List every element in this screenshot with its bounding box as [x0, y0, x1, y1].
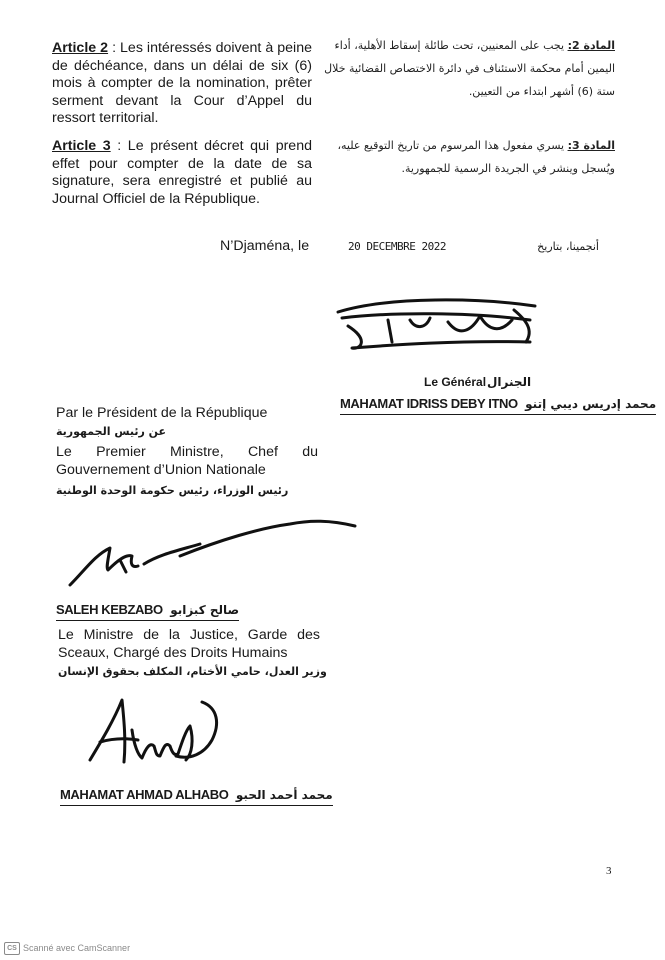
arabic-article-2-text: يجب على المعنيين، تحت طائلة إسقاط الأهلية، أداء اليمين أمام محكمة الاستئناف في دائرة الاختصاص القضائية خلال ستة (6) أشهر ابتداء من التعيين.	[324, 39, 615, 98]
justice-minister-title-fr: Le Ministre de la Justice, Garde des Sceaux, Chargé des Droits Humains	[58, 627, 320, 661]
dateline-arabic: أنجمينا، بتاريخ	[537, 240, 599, 253]
president-name-line	[340, 395, 656, 415]
scanner-text: Scanné avec CamScanner	[23, 942, 131, 953]
justice-minister-name-ar: محمد أحمد الحبو	[235, 788, 333, 802]
by-president-ar: عن رئيس الجمهورية	[56, 425, 167, 438]
article-2-ar	[320, 34, 615, 103]
article-2-fr	[52, 40, 312, 128]
president-name-fr: MAHAMAT IDRISS DEBY ITNO	[340, 396, 518, 411]
camscanner-logo-icon: CS	[4, 942, 20, 955]
president-name-ar: محمد إدريس ديبي إتنو	[525, 397, 657, 411]
page-number: 3	[606, 865, 612, 877]
justice-minister-title-ar: وزير العدل، حامي الأختام، المكلف بحقوق الإنسان	[58, 665, 327, 678]
president-title-ar: الجنرال	[487, 375, 532, 389]
dateline-date: 20 DECEMBRE 2022	[348, 240, 446, 253]
prime-minister-signature	[60, 510, 360, 590]
article-3-ar	[320, 134, 615, 180]
prime-minister-name-ar: صالح كبزابو	[170, 603, 240, 617]
by-president-fr: Par le Président de la République	[56, 405, 268, 421]
arabic-article-3-text: يسري مفعول هذا المرسوم من تاريخ التوقيع عليه، ويُسجل وينشر في الجريدة الرسمية للجمهورية.	[337, 139, 615, 175]
justice-minister-name-line	[60, 786, 333, 806]
article-2-text: : Les intéressés doivent à peine de déchéance, dans un délai de six (6) mois à compter de la nomination, prêter serment devant la Cour d’Appel du ressort territorial.	[52, 40, 312, 127]
arabic-article-3-label: المادة 3:	[567, 139, 615, 152]
president-signature	[330, 290, 550, 370]
article-2-label: Article 2	[52, 40, 109, 56]
prime-minister-name-fr: SALEH KEBZABO	[56, 602, 163, 617]
article-3-label: Article 3	[52, 138, 111, 154]
justice-minister-signature	[80, 690, 230, 785]
prime-minister-title-ar: رئيس الوزراء، رئيس حكومة الوحدة الوطنية	[56, 484, 289, 497]
prime-minister-name-line	[56, 601, 239, 621]
scanner-footer	[4, 942, 130, 955]
article-3-text: : Le présent décret qui prend effet pour compter de la date de sa signature, sera enregistré et publié au Journal Officiel de la République.	[52, 138, 312, 207]
dateline-place: N’Djaména, le	[220, 238, 310, 254]
arabic-article-2-label: المادة 2:	[567, 39, 615, 52]
justice-minister-name-fr: MAHAMAT AHMAD ALHABO	[60, 787, 229, 802]
prime-minister-title-fr: Le Premier Ministre, Chef du Gouvernement d’Union Nationale	[56, 444, 318, 478]
president-title-fr: Le Général	[424, 375, 487, 389]
article-3-fr	[52, 138, 312, 208]
